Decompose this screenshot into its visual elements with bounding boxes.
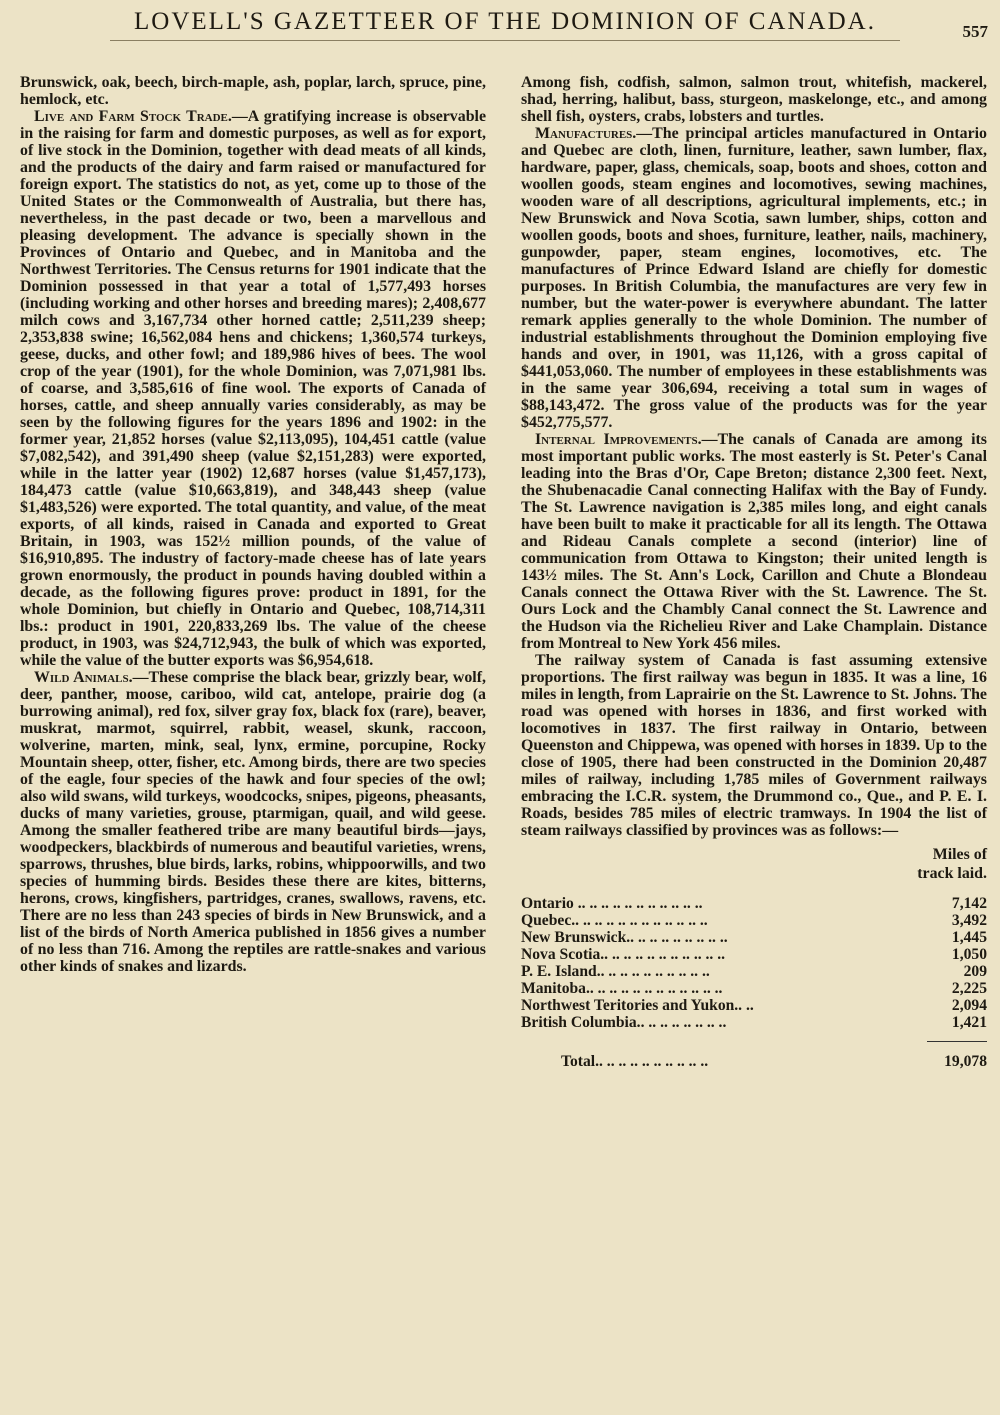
- railway-table-header: [521, 845, 987, 883]
- paragraph-manufactures: [521, 125, 987, 431]
- railway-table-header-line-1: Miles of: [932, 846, 987, 863]
- running-title: LOVELL'S GAZETTEER OF THE DOMINION OF CANADA.: [110, 8, 900, 41]
- province-name: P. E. Island..: [521, 963, 605, 980]
- total-rule: [927, 1041, 987, 1042]
- miles-value: 1,445: [951, 929, 987, 946]
- railway-total-label: Total..: [561, 1053, 603, 1070]
- railway-table-row: [521, 929, 987, 946]
- leader-dots: .. .. .. .. .. .. .. .. .. .. ..: [593, 980, 723, 997]
- railway-table-row: [521, 980, 987, 997]
- province-name: Nova Scotia..: [521, 946, 609, 963]
- province-cell: [521, 1014, 927, 1031]
- left-column: [20, 74, 486, 975]
- railway-total-row: [521, 1053, 987, 1070]
- railway-table-row: [521, 946, 987, 963]
- province-cell: [521, 929, 927, 946]
- miles-value: 2,094: [951, 997, 987, 1014]
- section-heading-internal-improvements: Internal Improvements.: [535, 431, 702, 448]
- miles-value: 2,225: [951, 980, 987, 997]
- province-cell: [521, 963, 927, 980]
- leader-dots: .. .. .. .. .. .. .. .. ..: [604, 963, 710, 980]
- miles-value: 1,421: [951, 1014, 987, 1031]
- paragraph-internal-improvements: [521, 431, 987, 652]
- page-number: 557: [962, 22, 988, 41]
- railway-table-row: [521, 997, 987, 1014]
- leader-dots: .. .. .. .. .. .. .. .. .. .. ..: [579, 912, 708, 929]
- province-cell: [521, 895, 927, 912]
- miles-value: 7,142: [951, 895, 987, 912]
- paragraph-internal-improvements-text: —The canals of Canada are among its most important public works. The most easterly is St. Peter's Canal leading into the Bras d'Or, Cape Breton; distance 2,300 feet. Next, the Shubenacadie Canal connecting Halifax with the Bay of Fundy. The St. Lawrence navigation is 2,385 miles long, and eight canals have been built to make it practicable for all its length. The Ottawa and Rideau Canals complete a second (interior) line of communication from Ottawa to Kingston; their united length is 143½ miles. The St. Ann's Lock, Carillon and Chute a Blondeau Canals connect the Ottawa River with the St. Lawrence. The St. Ours Lock and the Chambly Canal connect the St. Lawrence and the Hudson via the Richelieu River and Lake Champlain. Distance from Montreal to New York 456 miles.: [521, 431, 987, 652]
- province-cell: [521, 997, 927, 1014]
- paragraph-wild-animals: [20, 669, 486, 975]
- leader-dots: ..: [742, 997, 754, 1014]
- railway-table-row: [521, 1014, 987, 1031]
- right-column: [521, 74, 987, 1070]
- paragraph-wild-animals-text: —These comprise the black bear, grizzly bear, wolf, deer, panther, moose, cariboo, wild cat, antelope, prairie dog (a burrowing animal), red fox, silver gray fox, black fox (rare), beaver, muskrat, marmot, squirrel, rabbit, weasel, skunk, raccoon, wolverine, marten, mink, seal, lynx, ermine, porcupine, Rocky Mountain sheep, otter, fisher, etc. Among birds, there are two species of the eagle, four species of the hawk and four species of the owl; also wild swans, wild turkeys, woodcocks, snipes, pigeons, pheasants, ducks of many varieties, grouse, ptarmigan, quail, and wild geese. Among the smaller feathered tribe are many beautiful birds—jays, woodpeckers, blackbirds of numerous and beautiful varieties, wrens, sparrows, thrushes, blue birds, larks, robins, whippoorwills, and two species of humming birds. Besides these there are kites, bitterns, herons, crows, kingfishers, partridges, cranes, swallows, ravens, etc. There are no less than 243 species of birds in New Brunswick, and a list of the birds of North America published in 1856 gives a number of no less than 716. Among the reptiles are rattle-snakes and various other kinds of snakes and lizards.: [20, 669, 486, 975]
- province-name: Manitoba..: [521, 980, 594, 997]
- railway-total-value: 19,078: [944, 1053, 987, 1070]
- railway-table-row: [521, 895, 987, 912]
- leader-dots: .. .. .. .. .. .. .. .. .. ..: [608, 946, 726, 963]
- railway-table-header-line-2: track laid.: [917, 865, 987, 882]
- province-cell: [521, 980, 927, 997]
- railway-table-row: [521, 963, 987, 980]
- paragraph-railway-system: The railway system of Canada is fast assuming extensive proportions. The first railway was begun in 1835. It was a line, 16 miles in length, from Laprairie on the St. Lawrence to St. Johns. The road was opened with horses in 1836, and first worked with locomotives in 1837. The first railway in Ontario, between Queenston and Chippewa, was opened with horses in 1839. Up to the close of 1905, there had been constructed in the Dominion 20,487 miles of railway, including 1,785 miles of Government railways embracing the I.C.R. system, the Drummond co., Que., and P. E. I. Roads, besides 785 miles of electric tramways. In 1904 the list of steam railways classified by provinces was as follows:—: [521, 652, 987, 839]
- province-name: Ontario: [521, 895, 574, 912]
- paragraph-manufactures-text: —The principal articles manufactured in Ontario and Quebec are cloth, linen, furniture, leather, sawn lumber, flax, hardware, paper, glass, chemicals, soap, boots and shoes, cotton and woollen goods, steam engines and locomotives, sewing machines, wooden ware of all descriptions, agricultural implements, etc.; in New Brunswick and Nova Scotia, sawn lumber, ships, cotton and woollen goods, boots and shoes, furniture, leather, nails, machinery, gunpowder, paper, steam engines, locomotives, etc. The manufactures of Prince Edward Island are chiefly for domestic purposes. In British Columbia, the manufactures are very few in number, but the water-power is everywhere abundant. The latter remark applies generally to the whole Dominion. The number of industrial establishments throughout the Dominion employing five hands and over, in 1901, was 11,126, with a gross capital of $441,053,060. The number of employees in these establishments was in the same year 306,694, receiving a total sum in wages of $88,143,472. The gross value of the products was for the year $452,775,577.: [521, 125, 987, 431]
- province-name: British Columbia..: [521, 1014, 645, 1031]
- province-name: Quebec..: [521, 912, 580, 929]
- province-cell: [521, 946, 927, 963]
- paragraph-live-stock: [20, 108, 486, 669]
- railway-total-label-cell: [521, 1053, 927, 1070]
- paragraph-fish: Among fish, codfish, salmon, salmon trout, whitefish, mackerel, shad, herring, halibut, bass, sturgeon, maskelonge, etc., and among shell fish, oysters, crabs, lobsters and turtles.: [521, 74, 987, 125]
- miles-value: 3,492: [951, 912, 987, 929]
- section-heading-live-stock: Live and Farm Stock Trade.: [34, 108, 232, 125]
- leader-dots: .. .. .. .. .. .. .. .. .. .. ..: [573, 895, 703, 912]
- leader-dots: .. .. .. .. .. .. ..: [644, 1014, 727, 1031]
- total-rule-row: [521, 1031, 987, 1053]
- paragraph-live-stock-text: —A gratifying increase is observable in the raising for farm and domestic purposes, as well as for export, of live stock in the Dominion, together with dead meats of all kinds, and the products of the dairy and farm raised or manufactured for foreign export. The statistics do not, as yet, come up to those of the United States or the Commonwealth of Australia, but there has, nevertheless, in the past decade or two, been a marvellous and pleasing development. The advance is specially shown in the Provinces of Ontario and Quebec, and in Manitoba and the Northwest Territories. The Census returns for 1901 indicate that the Dominion possessed in that year a total of 1,577,493 horses (including working and other horses and breeding mares); 2,408,677 milch cows and 3,167,734 other horned cattle; 2,511,239 sheep; 2,353,838 swine; 16,562,084 hens and chickens; 1,360,574 turkeys, geese, ducks, and other fowl; and 189,986 hives of bees. The wool crop of the year (1901), for the whole Dominion, was 7,071,981 lbs. of coarse, and 3,585,616 of fine wool. The exports of Canada of horses, cattle, and sheep annually varies considerably, as may be seen by the following figures for the years 1896 and 1902: in the former year, 21,852 horses (value $2,113,095), 104,451 cattle (value $7,082,542), and 391,490 sheep (value $2,151,283) were exported, while in the latter year (1902) 12,687 horses (value $1,457,173), 184,473 cattle (value $10,663,819), and 348,443 sheep (value $1,483,526) were exported. The total quantity, and value, of the meat exports, of all kinds, raised in Canada and exported to Great Britain, in 1903, was 152½ million pounds, of the value of $16,910,895. The industry of factory-made cheese has of late years grown enormously, the product in pounds having doubled within a decade, as the following figures prove: product in 1891, for the whole Dominion, but chiefly in Ontario and Quebec, 108,714,311 lbs.: product in 1901, 220,833,269 lbs. The value of the cheese product, in 1903, was $24,712,943, the bulk of which was exported, while the value of the butter exports was $6,954,618.: [20, 108, 486, 669]
- section-heading-wild-animals: Wild Animals.: [34, 669, 133, 686]
- railway-total-dots: .. .. .. .. .. .. .. .. ..: [602, 1053, 709, 1070]
- province-name: New Brunswick..: [521, 929, 635, 946]
- miles-value: 209: [963, 963, 987, 980]
- leader-dots: .. .. .. .. .. .. .. ..: [634, 929, 728, 946]
- province-cell: [521, 912, 927, 929]
- page-header: [0, 8, 1000, 48]
- railway-table: [521, 895, 987, 1070]
- province-name: Northwest Teritories and Yukon..: [521, 997, 743, 1014]
- miles-value: 1,050: [951, 946, 987, 963]
- paragraph-forest-trees: Brunswick, oak, beech, birch-maple, ash, poplar, larch, spruce, pine, hemlock, etc.: [20, 74, 486, 108]
- railway-table-row: [521, 912, 987, 929]
- section-heading-manufactures: Manufactures.: [535, 125, 637, 142]
